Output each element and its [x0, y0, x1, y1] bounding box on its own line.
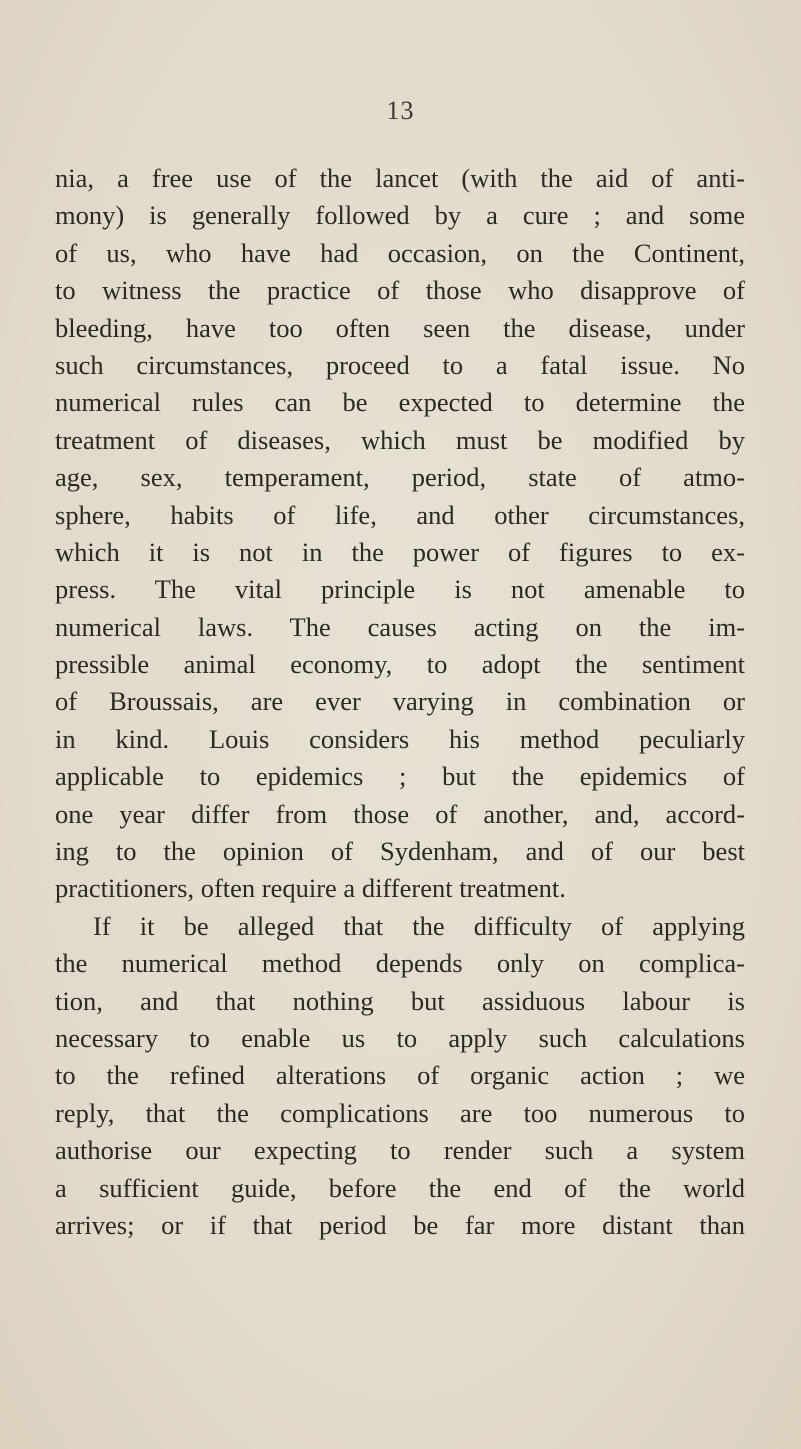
text-line: press. The vital principle is not amenable to	[55, 574, 745, 605]
text-line: to witness the practice of those who disapprove of	[55, 275, 745, 306]
text-line: a sufficient guide, before the end of the world	[55, 1172, 745, 1203]
text-line: pressible animal economy, to adopt the sentiment	[55, 649, 745, 680]
paragraph-end-line: practitioners, often require a different treatment.	[55, 873, 566, 904]
text-line: tion, and that nothing but assiduous labour is	[55, 985, 745, 1016]
paragraph-start-line: If it be alleged that the difficulty of applying	[93, 910, 745, 941]
text-line: reply, that the complications are too numerous to	[55, 1097, 745, 1128]
text-line: necessary to enable us to apply such calculations	[55, 1022, 745, 1053]
text-line: treatment of diseases, which must be modified by	[55, 424, 745, 455]
text-line: bleeding, have too often seen the disease, under	[55, 312, 745, 343]
body-text	[55, 160, 745, 1244]
text-line: applicable to epidemics ; but the epidemics of	[55, 761, 745, 792]
text-line: numerical laws. The causes acting on the im-	[55, 611, 745, 642]
text-line: mony) is generally followed by a cure ; and some	[55, 200, 745, 231]
text-line: ing to the opinion of Sydenham, and of our best	[55, 836, 745, 867]
text-line: in kind. Louis considers his method peculiarly	[55, 723, 745, 754]
text-line: sphere, habits of life, and other circumstances,	[55, 499, 745, 530]
text-line: arrives; or if that period be far more distant than	[55, 1209, 745, 1240]
text-line: the numerical method depends only on complica-	[55, 948, 745, 979]
text-line: which it is not in the power of figures to ex-	[55, 536, 745, 567]
text-line: such circumstances, proceed to a fatal issue. No	[55, 349, 745, 380]
text-line: authorise our expecting to render such a system	[55, 1135, 745, 1166]
text-line: nia, a free use of the lancet (with the aid of anti-	[55, 163, 745, 193]
page-number: 13	[386, 96, 415, 125]
text-line: age, sex, temperament, period, state of atmo-	[55, 462, 745, 493]
text-line: to the refined alterations of organic action ; we	[55, 1060, 745, 1091]
text-line: one year differ from those of another, and, accord-	[55, 798, 745, 829]
text-line: of Broussais, are ever varying in combination or	[55, 686, 745, 717]
text-line: of us, who have had occasion, on the Continent,	[55, 237, 745, 268]
text-line: numerical rules can be expected to determine the	[55, 387, 745, 418]
